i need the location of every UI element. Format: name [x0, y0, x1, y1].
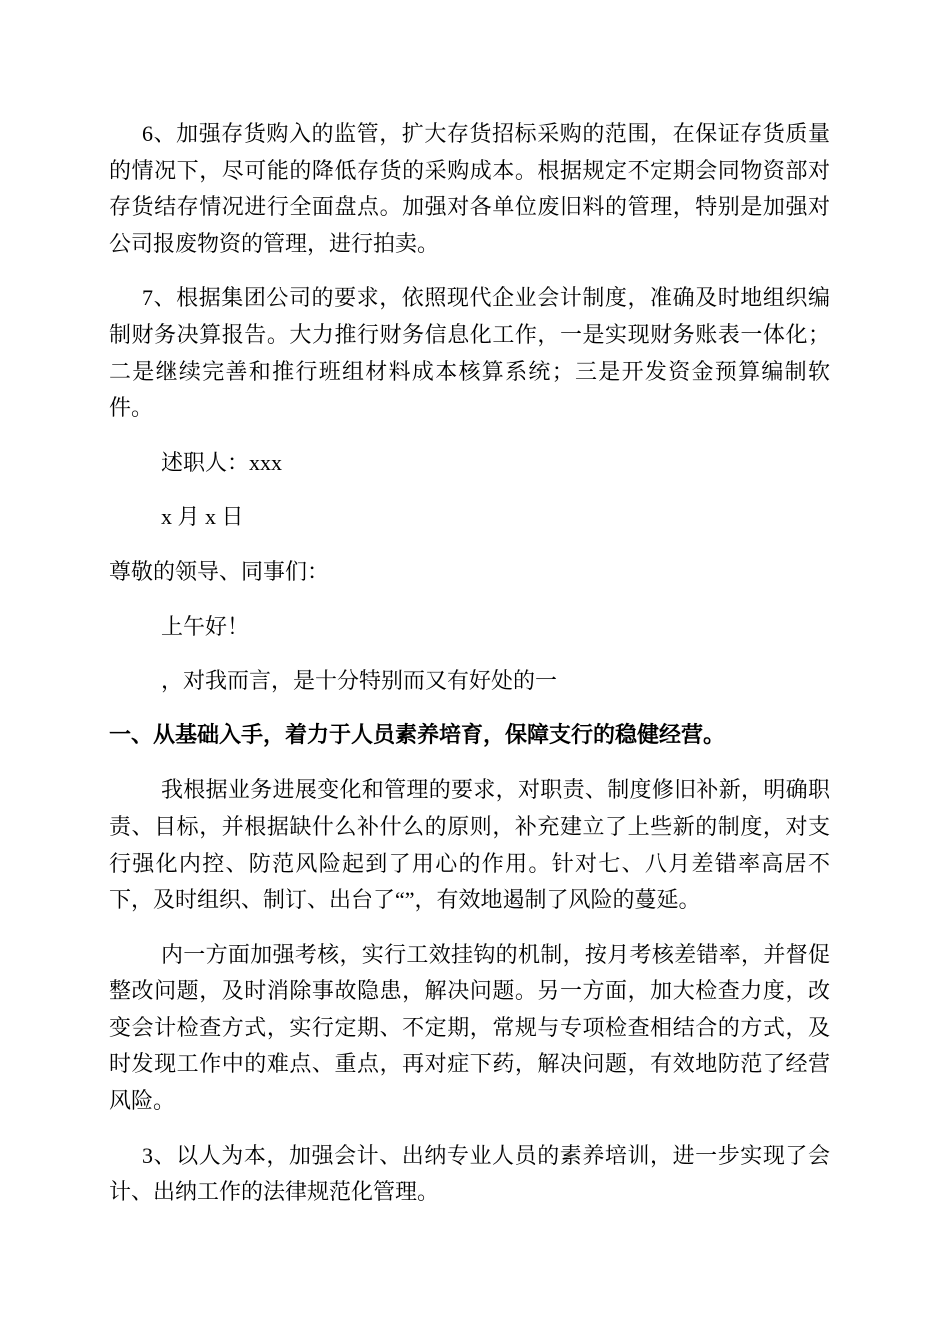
reporter-line: 述职人：xxx — [161, 449, 283, 475]
numbered-paragraph-3: 3、以人为本，加强会计、出纳专业人员的素养培训，进一步实现了会计、出纳工作的法律规范化管理。 — [109, 1142, 830, 1205]
numbered-paragraph-6: 6、加强存货购入的监管，扩大存货招标采购的范围，在保证存货质量的情况下，尽可能的降低存货的采购成本。根据规定不定期会同物资部对存货结存情况进行全面盘点。加强对各单位废旧料的管理，特别是加强对公司报废物资的管理，进行拍卖。 — [109, 121, 830, 256]
body-paragraph-checks: 内一方面加强考核，实行工效挂钩的机制，按月考核差错率，并督促整改问题，及时消除事故隐患，解决问题。另一方面，加大检查力度，改变会计检查方式，实行定期、不定期，常规与专项检查相结合的方式，及时发现工作中的难点、重点，再对症下药，解决问题，有效地防范了经营风险。 — [109, 941, 830, 1114]
intro-fragment: ，对我而言，是十分特别而又有好处的一 — [161, 668, 558, 694]
section-heading-1: 一、从基础入手，着力于人员素养培育，保障支行的稳健经营。 — [109, 722, 726, 748]
numbered-paragraph-7: 7、根据集团公司的要求，依照现代企业会计制度，准确及时地组织编制财务决算报告。大力推行财务信息化工作，一是实现财务账表一体化；二是继续完善和推行班组材料成本核算系统；三是开发资金预算编制软件。 — [109, 285, 830, 421]
salutation-line: 尊敬的领导、同事们： — [109, 558, 330, 584]
body-paragraph-duties: 我根据业务进展变化和管理的要求，对职责、制度修旧补新，明确职责、目标，并根据缺什么补什么的原则，补充建立了上些新的制度，对支行强化内控、防范风险起到了用心的作用。针对七、八月差错率高居不下，及时组织、制订、出台了“”，有效地遏制了风险的蔓延。 — [109, 777, 830, 913]
document-content — [109, 0, 830, 1229]
greeting-line: 上午好！ — [161, 613, 250, 639]
date-line: x 月 x 日 — [161, 504, 244, 530]
